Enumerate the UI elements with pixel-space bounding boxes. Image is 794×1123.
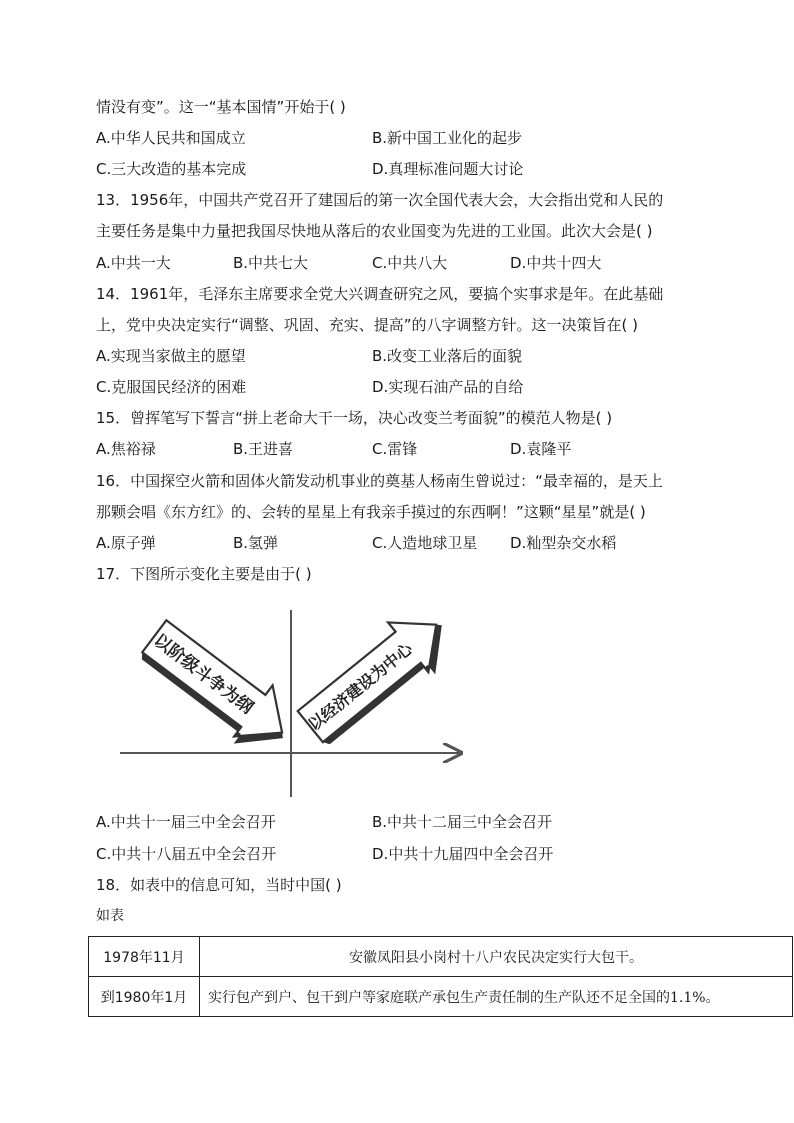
question-14-line-1: 14．1961年，毛泽东主席要求全党大兴调查研究之风，要搞个实事求是年。在此基础 bbox=[96, 285, 664, 303]
option-17-a[interactable]: A.中共十一届三中全会召开 bbox=[96, 813, 276, 831]
option-16-d[interactable]: D.籼型杂交水稻 bbox=[510, 534, 617, 552]
option-12-b[interactable]: B.新中国工业化的起步 bbox=[372, 129, 523, 147]
table-label: 如表 bbox=[96, 908, 124, 924]
option-15-b[interactable]: B.王进喜 bbox=[233, 440, 294, 458]
arrow-class-struggle bbox=[131, 611, 304, 766]
option-13-a[interactable]: A.中共一大 bbox=[96, 254, 171, 272]
table-row bbox=[89, 937, 793, 977]
table-date-cell: 到1980年1月 bbox=[89, 977, 200, 1017]
question-13-line-1: 13．1956年，中国共产党召开了建国后的第一次全国代表大会，大会指出党和人民的 bbox=[96, 191, 664, 209]
table-row bbox=[89, 977, 793, 1017]
option-16-c[interactable]: C.人造地球卫星 bbox=[372, 534, 478, 552]
option-12-d[interactable]: D.真理标准问题大讨论 bbox=[372, 160, 524, 178]
option-14-a[interactable]: A.实现当家做主的愿望 bbox=[96, 347, 246, 365]
option-17-b[interactable]: B.中共十二届三中全会召开 bbox=[372, 813, 553, 831]
option-16-b[interactable]: B.氢弹 bbox=[233, 534, 279, 552]
policy-shift-diagram bbox=[118, 605, 473, 805]
question-17: 17．下图所示变化主要是由于( ) bbox=[96, 565, 312, 583]
option-13-b[interactable]: B.中共七大 bbox=[233, 254, 309, 272]
question-16-line-2: 那颗会唱《东方红》的、会转的星星上有我亲手摸过的东西啊！”这颗“星星”就是( ) bbox=[96, 503, 646, 521]
option-15-a[interactable]: A.焦裕禄 bbox=[96, 440, 156, 458]
question-13-line-2: 主要任务是集中力量把我国尽快地从落后的农业国变为先进的工业国。此次大会是( ) bbox=[96, 222, 653, 240]
question-14-line-2: 上，党中央决定实行“调整、巩固、充实、提高”的八字调整方针。这一决策旨在( ) bbox=[96, 316, 639, 334]
option-15-c[interactable]: C.雷锋 bbox=[372, 440, 418, 458]
arrow-economic-construction bbox=[290, 605, 463, 756]
question-18: 18．如表中的信息可知，当时中国( ) bbox=[96, 876, 342, 894]
option-13-d[interactable]: D.中共十四大 bbox=[510, 254, 602, 272]
option-14-b[interactable]: B.改变工业落后的面貌 bbox=[372, 347, 523, 365]
question-16-line-1: 16．中国探空火箭和固体火箭发动机事业的奠基人杨南生曾说过：“最幸福的，是天上 bbox=[96, 472, 663, 490]
question-12-stem-end: 情没有变”。这一“基本国情”开始于( ) bbox=[96, 98, 346, 116]
option-14-c[interactable]: C.克服国民经济的困难 bbox=[96, 378, 247, 396]
arrow-economic-construction-label: 以经济建设为中心 bbox=[304, 639, 417, 735]
option-17-c[interactable]: C.中共十八届五中全会召开 bbox=[96, 845, 277, 863]
option-17-d[interactable]: D.中共十九届四中全会召开 bbox=[372, 845, 554, 863]
option-16-a[interactable]: A.原子弹 bbox=[96, 534, 156, 552]
arrow-class-struggle-label: 以阶级斗争为纲 bbox=[149, 630, 257, 719]
question-15: 15．曾挥笔写下誓言“拼上老命大干一场，决心改变兰考面貌”的模范人物是( ) bbox=[96, 409, 613, 427]
option-15-d[interactable]: D.袁隆平 bbox=[510, 440, 572, 458]
info-table bbox=[88, 936, 793, 1017]
option-12-a[interactable]: A.中华人民共和国成立 bbox=[96, 129, 246, 147]
table-date-cell: 1978年11月 bbox=[89, 937, 200, 977]
table-text-cell: 安徽凤阳县小岗村十八户农民决定实行大包干。 bbox=[200, 937, 793, 977]
table-text-cell: 实行包产到户、包干到户等家庭联产承包生产责任制的生产队还不足全国的1.1%。 bbox=[200, 977, 793, 1017]
option-12-c[interactable]: C.三大改造的基本完成 bbox=[96, 160, 247, 178]
option-13-c[interactable]: C.中共八大 bbox=[372, 254, 448, 272]
option-14-d[interactable]: D.实现石油产品的自给 bbox=[372, 378, 524, 396]
